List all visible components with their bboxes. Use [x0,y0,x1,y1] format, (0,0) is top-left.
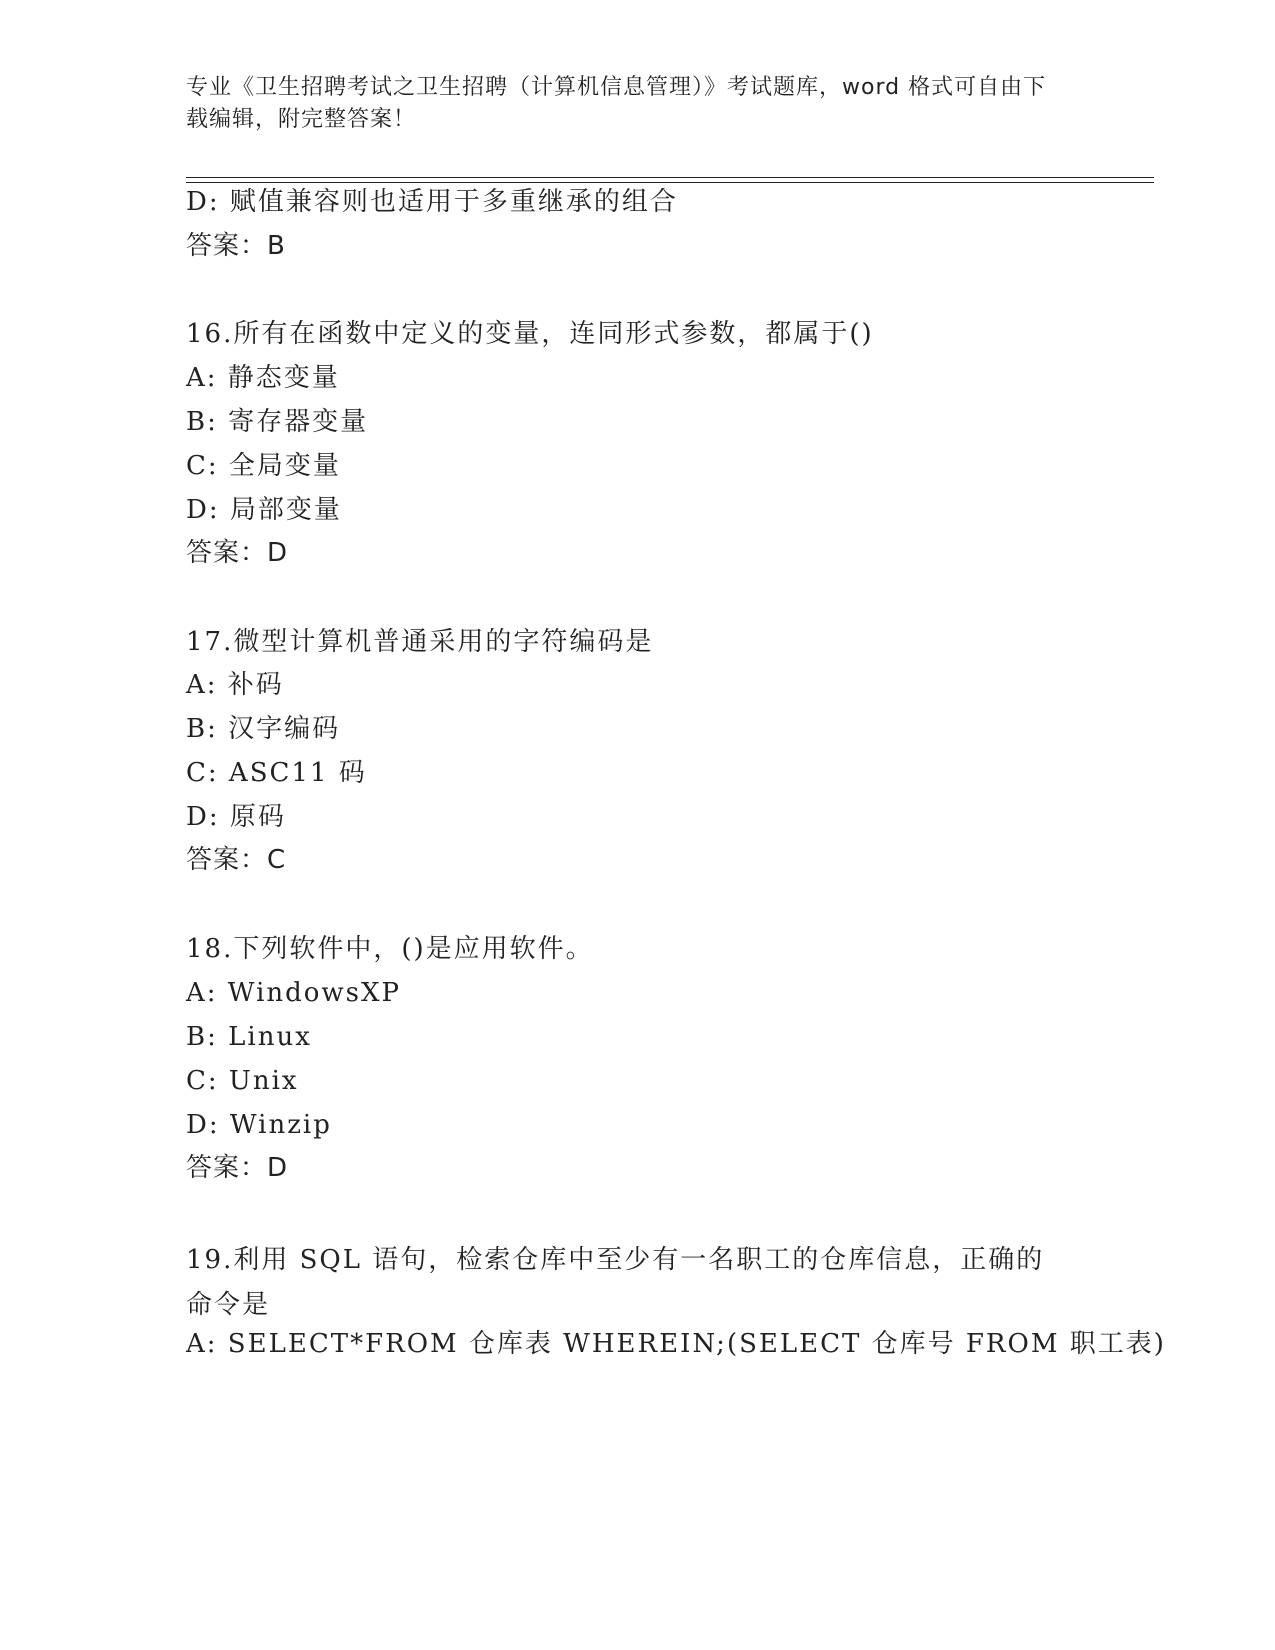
q18-option-c: C: Unix [186,1066,299,1096]
q18-option-b: B: Linux [186,1022,312,1052]
q16-question: 16.所有在函数中定义的变量，连同形式参数，都属于() [186,319,874,349]
header-divider-top [186,177,1154,178]
q17-answer: 答案：C [186,845,287,875]
q19-option-a: A: SELECT*FROM 仓库表 WHEREIN;(SELECT 仓库号 FROM 职工表) [186,1329,1166,1359]
q17-question: 17.微型计算机普通采用的字符编码是 [186,627,654,657]
q16-option-d: D: 局部变量 [186,495,342,525]
q17-option-d: D: 原码 [186,802,286,832]
q17-option-c: C: ASC11 码 [186,758,367,788]
prev-answer: 答案：B [186,231,286,261]
q18-answer: 答案：D [186,1153,289,1183]
q17-option-a: A: 补码 [186,670,284,700]
q18-question: 18.下列软件中，()是应用软件。 [186,934,594,964]
prev-option-d: D: 赋值兼容则也适用于多重继承的组合 [186,187,678,217]
q16-answer: 答案：D [186,538,289,568]
q18-option-d: D: Winzip [186,1110,332,1140]
document-header: 专业《卫生招聘考试之卫生招聘（计算机信息管理）》考试题库，word 格式可自由下载编辑，附完整答案！ [186,75,1047,132]
q16-option-b: B: 寄存器变量 [186,407,369,437]
q18-option-a: A: WindowsXP [186,978,402,1008]
q16-option-a: A: 静态变量 [186,363,340,393]
q19-question: 19.利用 SQL 语句，检索仓库中至少有一名职工的仓库信息，正确的命令是 [186,1245,1045,1320]
q16-option-c: C: 全局变量 [186,451,341,481]
q17-option-b: B: 汉字编码 [186,714,341,744]
header-divider-bottom [186,182,1154,183]
